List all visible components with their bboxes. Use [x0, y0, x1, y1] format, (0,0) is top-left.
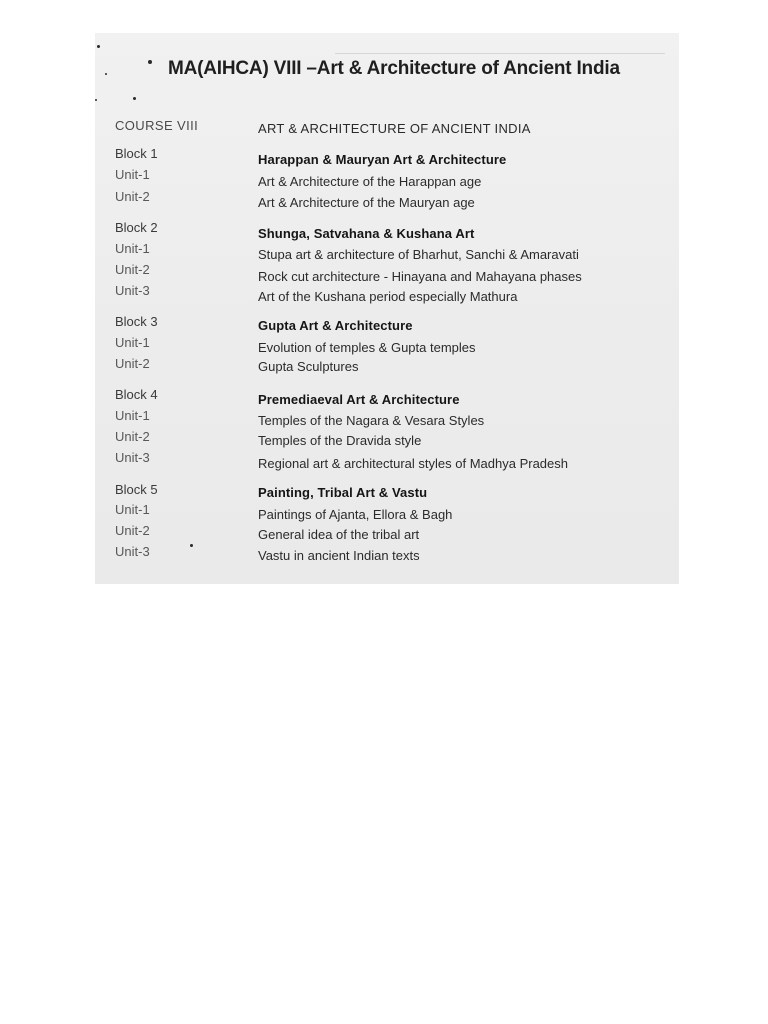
unit-label: Unit-1 [115, 502, 150, 517]
unit-text: Art & Architecture of the Mauryan age [258, 195, 475, 210]
block-title: Painting, Tribal Art & Vastu [258, 485, 428, 500]
unit-label: Unit-1 [115, 241, 150, 256]
unit-text: Stupa art & architecture of Bharhut, Sanchi & Amaravati [258, 247, 579, 262]
unit-text: General idea of the tribal art [258, 527, 420, 542]
unit-text: Art of the Kushana period especially Mathura [258, 289, 518, 304]
unit-text: Rock cut architecture - Hinayana and Mahayana phases [258, 269, 582, 284]
block-title: Shunga, Satvahana & Kushana Art [258, 226, 475, 241]
unit-label: Unit-2 [115, 523, 150, 538]
block-title: Gupta Art & Architecture [258, 318, 413, 333]
unit-text: Evolution of temples & Gupta temples [258, 340, 476, 355]
unit-label: Unit-3 [115, 544, 150, 559]
unit-text: Gupta Sculptures [258, 359, 359, 374]
block-label: Block 3 [115, 314, 158, 329]
scan-speck [148, 60, 152, 64]
scan-speck [105, 73, 107, 75]
unit-text: Art & Architecture of the Harappan age [258, 174, 482, 189]
course-name: ART & ARCHITECTURE OF ANCIENT INDIA [258, 121, 531, 136]
unit-label: Unit-1 [115, 408, 150, 423]
unit-label: Unit-3 [115, 283, 150, 298]
unit-text: Regional art & architectural styles of Madhya Pradesh [258, 456, 568, 471]
unit-label: Unit-1 [115, 167, 150, 182]
unit-label: Unit-1 [115, 335, 150, 350]
unit-label: Unit-2 [115, 189, 150, 204]
document-title: MA(AIHCA) VIII –Art & Architecture of Ancient India [168, 58, 620, 79]
course-label: COURSE VIII [115, 118, 199, 133]
block-title: Premediaeval Art & Architecture [258, 392, 460, 407]
unit-text: Temples of the Nagara & Vesara Styles [258, 413, 485, 428]
unit-label: Unit-2 [115, 262, 150, 277]
faint-scan-line [335, 53, 665, 54]
block-label: Block 2 [115, 220, 158, 235]
block-label: Block 5 [115, 482, 158, 497]
unit-text: Temples of the Dravida style [258, 433, 422, 448]
block-title: Harappan & Mauryan Art & Architecture [258, 152, 507, 167]
unit-text: Paintings of Ajanta, Ellora & Bagh [258, 507, 453, 522]
scan-speck [95, 99, 97, 101]
unit-text: Vastu in ancient Indian texts [258, 548, 420, 563]
unit-label: Unit-2 [115, 356, 150, 371]
block-label: Block 1 [115, 146, 158, 161]
block-label: Block 4 [115, 387, 158, 402]
scan-speck [97, 45, 100, 48]
scan-speck [133, 97, 136, 100]
scanned-syllabus-page [95, 33, 679, 584]
unit-label: Unit-3 [115, 450, 150, 465]
unit-label: Unit-2 [115, 429, 150, 444]
scan-speck [190, 544, 193, 547]
